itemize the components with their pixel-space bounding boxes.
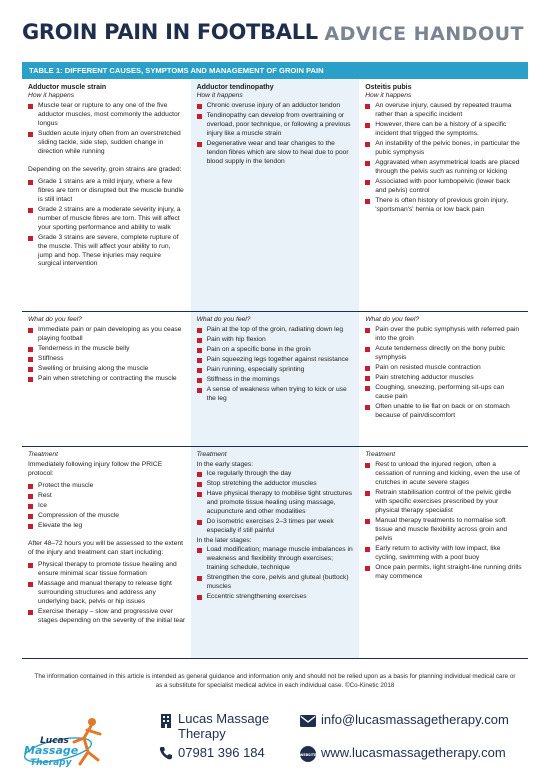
list-item: Pain when stretching or contracting the muscle	[28, 375, 186, 384]
list-item: An instability of the pelvic bones, in particular the pubic symphysis	[365, 140, 523, 158]
bullet-list	[28, 561, 186, 626]
list-item: Often unable to lie flat on back or on stomach because of pain/discomfort	[365, 403, 523, 421]
col-adductor-strain-treatment	[22, 447, 191, 658]
svg-text:Massage: Massage	[24, 744, 79, 757]
bullet-list	[197, 326, 355, 404]
list-item: An overuse injury, caused by repeated trauma rather than a specific incident	[365, 102, 523, 120]
mail-icon	[299, 713, 317, 729]
list-item: Ice	[28, 502, 186, 511]
list-item: Degenerative wear and tear changes to the tendon fibres which are slow to heal due to poor blood supply in the tendon	[197, 140, 355, 167]
list-item: Have physical therapy to mobilise tight structures and promote tissue healing using massage, acupuncture and other modalities	[197, 490, 355, 517]
disclaimer-text: The information contained in this article is intended as general guidance and information only and should not be relied upon as a basis for planning individual medical care or as a substitute for specialist medical advice in each individual case. ©Co-Kinetic 2018	[34, 673, 516, 690]
list-item: Do isometric exercises 2–3 times per week especially if still painful	[197, 518, 355, 536]
list-item: Pain on resisted muscle contraction	[365, 364, 523, 373]
list-item: Pain stretching adductor muscles	[365, 374, 523, 383]
column-heading: Osteitis pubis	[365, 84, 412, 91]
section-label: How it happens	[196, 92, 243, 100]
price-intro: Immediately following injury follow the PRICE protocol:	[28, 460, 163, 477]
list-item: Grade 3 strains are severe, complete rupture of the muscle. This will affect your ability to run, jump and hop. These injuries may require surgical intervention	[28, 234, 186, 270]
list-item: Massage and manual therapy to release tight surrounding structures and address any underlying back, pelvis or hip issues	[28, 580, 186, 607]
bullet-list	[197, 102, 355, 167]
section-label: Treatment	[196, 451, 227, 458]
bullet-list	[197, 546, 355, 602]
list-item: Tenderness in the muscle belly	[28, 345, 186, 354]
list-item: Ice regularly through the day	[197, 470, 355, 479]
col-tendinopathy-treatment	[191, 447, 360, 658]
list-item: Pain at the top of the groin, radiating down leg	[197, 326, 355, 335]
section-label: How it happens	[365, 92, 412, 100]
how-it-happens-row	[22, 79, 528, 312]
list-item: Once pain permits, light straight-line running drills may commence	[365, 564, 523, 582]
list-item: Sudden acute injury often from an overstretched sliding tackle, side step, sudden change in direction while running	[28, 130, 186, 157]
svg-text:WEBSITE: WEBSITE	[299, 753, 317, 757]
list-item: Eccentric strengthening exercises	[197, 593, 355, 602]
page-header	[0, 0, 550, 60]
list-item: Acute tenderness directly on the bony pubic symphysis	[365, 345, 523, 363]
treatment-row	[22, 447, 528, 659]
lucas-massage-therapy-logo	[18, 712, 118, 774]
globe-icon	[299, 745, 317, 763]
bullet-list	[197, 470, 355, 536]
svg-text:Therapy: Therapy	[30, 758, 72, 768]
col-tendinopathy-feel	[191, 312, 360, 446]
list-item: There is often history of previous groin injury, 'sportsman's' hernia or low back pain	[365, 197, 523, 215]
after-intro: After 48–72 hours you will be assessed to the extent of the injury and treatment can start including:	[28, 540, 184, 557]
svg-text:Lucas: Lucas	[40, 736, 69, 746]
col-tendinopathy-how	[191, 79, 360, 311]
list-item: Pain on a specific bone in the groin	[197, 346, 355, 355]
list-item: Chronic overuse injury of an adductor tendon	[197, 102, 355, 111]
col-osteitis-how	[359, 79, 528, 311]
section-label: Treatment	[28, 451, 58, 458]
email-link[interactable]: info@lucasmassagetherapy.com	[321, 712, 509, 727]
list-item: Elevate the leg	[28, 522, 186, 531]
list-item: Stiffness	[28, 355, 186, 364]
building-icon	[158, 713, 174, 729]
list-item: Swelling or bruising along the muscle	[28, 365, 186, 374]
bullet-list	[28, 482, 186, 531]
list-item: Pain over the pubic symphysis with referred pain into the groin	[365, 326, 523, 344]
groin-pain-table	[22, 79, 528, 659]
list-item: Manual therapy treatments to normalise soft tissue and muscle flexibility across groin and pelvis	[365, 517, 523, 544]
bullet-list	[28, 102, 186, 157]
list-item: Protect the muscle	[28, 482, 186, 491]
list-item: Tendinopathy can develop from overtraining or overload, poor technique, or following a previous injury like a muscle strain	[197, 112, 355, 139]
bullet-list	[28, 178, 186, 269]
list-item: Compression of the muscle	[28, 512, 186, 521]
section-label: What do you feel?	[28, 316, 82, 323]
list-item: Retrain stabilisation control of the pelvic girdle with specific exercises prescribed by your physical therapy specialist	[365, 489, 523, 516]
column-heading: Adductor tendinopathy	[196, 84, 274, 91]
bullet-list	[28, 326, 186, 384]
column-heading: Adductor muscle strain	[28, 84, 107, 91]
list-item: Rest to unload the injured region, often a cessation of running and kicking, even the use of crutches in acute severe stages	[365, 461, 523, 488]
early-stage-label: In the early stages:	[196, 460, 254, 468]
list-item: Pain with hip flexion	[197, 336, 355, 345]
list-item: A sense of weakness when trying to kick or use the leg	[197, 386, 355, 404]
list-item: Muscle tear or rupture to any one of the five adductor muscles, most commonly the adductor longus	[28, 102, 186, 129]
bullet-list	[365, 326, 523, 421]
section-label: What do you feel?	[365, 316, 420, 323]
handout-label: ADVICE HANDOUT	[324, 23, 524, 45]
bullet-list	[365, 102, 523, 215]
list-item: Immediate pain or pain developing as you cease playing football	[28, 326, 186, 344]
bullet-list	[365, 461, 523, 582]
list-item: Grade 1 strains are a mild injury, where a few fibres are torn or disrupted but the muscle bundle is still intact	[28, 178, 186, 205]
page-footer	[0, 702, 550, 778]
list-item: Load modification; manage muscle imbalances in weakness and flexibility through exercises; training schedule, technique	[197, 546, 355, 573]
list-item: Strengthen the core, pelvis and gluteal (buttock) muscles	[197, 574, 355, 592]
list-item: Early return to activity with low impact, like cycling, swimming with a pool buoy	[365, 545, 523, 563]
business-name-line1: Lucas Massage	[178, 711, 270, 726]
phone-icon	[158, 745, 174, 761]
list-item: However, there can be a history of a specific incident that trigged the symptoms.	[365, 121, 523, 139]
business-name-line2: Therapy	[178, 726, 226, 741]
list-item: Associated with poor lumbopelvic (lower back and pelvis) control	[365, 178, 523, 196]
list-item: Pain running, especially sprinting	[197, 366, 355, 375]
list-item: Pain squeezing legs together against resistance	[197, 356, 355, 365]
col-adductor-strain-how	[22, 79, 191, 311]
list-item: Physical therapy to promote tissue healing and ensure minimal scar tissue formation	[28, 561, 186, 579]
phone-number[interactable]: 07981 396 184	[178, 745, 265, 760]
page-title: GROIN PAIN IN FOOTBALL	[22, 20, 318, 44]
col-osteitis-treatment	[359, 447, 528, 658]
col-adductor-strain-feel	[22, 312, 191, 446]
grade-intro: Depending on the severity, groin strains are graded:	[28, 166, 182, 174]
what-do-you-feel-row	[22, 312, 528, 447]
list-item: Stiffness in the mornings	[197, 376, 355, 385]
list-item: Stop stretching the adductor muscles	[197, 480, 355, 489]
list-item: Grade 2 strains are a moderate severity injury, a number of muscle fibres are torn. This will affect your sporting performance and ability to walk	[28, 206, 186, 233]
list-item: Rest	[28, 492, 186, 501]
list-item: Exercise therapy – slow and progressive over stages depending on the severity of the initial tear	[28, 608, 186, 626]
section-label: What do you feel?	[196, 316, 251, 323]
table-title: TABLE 1: DIFFERENT CAUSES, SYMPTOMS AND MANAGEMENT OF GROIN PAIN	[22, 62, 528, 79]
list-item: Aggravated when asymmetrical loads are placed through the pelvis such as running or kicking	[365, 159, 523, 177]
section-label: How it happens	[28, 92, 75, 100]
list-item: Coughing, sneezing, performing sit-ups can cause pain	[365, 384, 523, 402]
col-osteitis-feel	[359, 312, 528, 446]
website-link[interactable]: www.lucasmassagetherapy.com	[321, 745, 506, 760]
section-label: Treatment	[365, 451, 396, 458]
later-stage-label: In the later stages:	[196, 536, 252, 544]
